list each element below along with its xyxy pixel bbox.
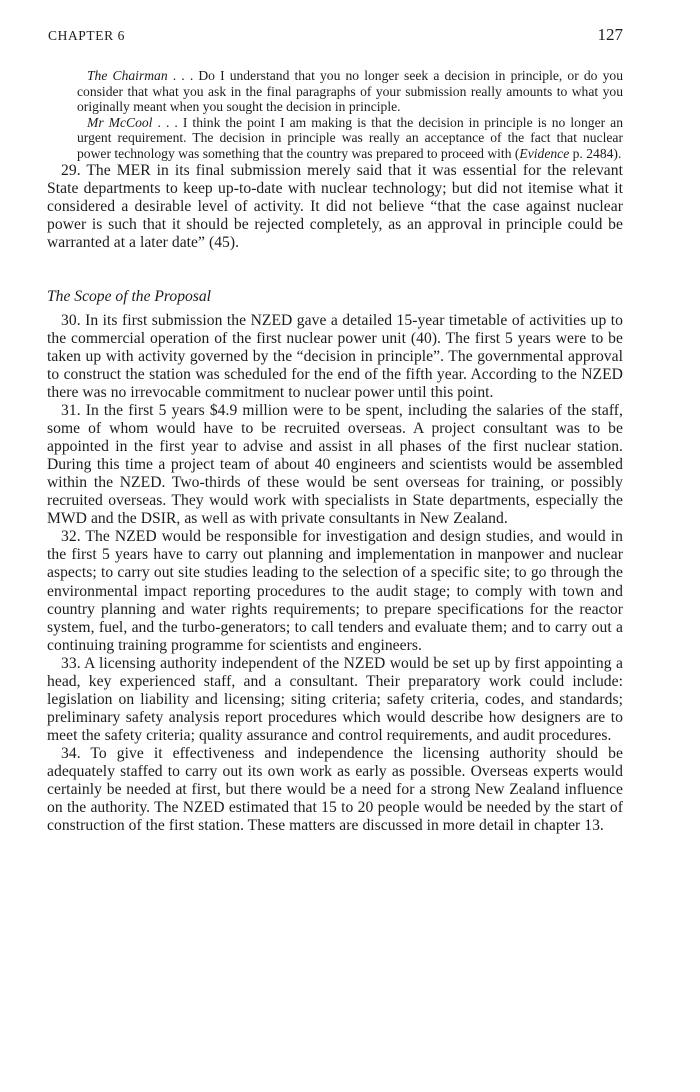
chapter-label: CHAPTER 6 [48,28,126,43]
paragraph-33: 33. A licensing authority independent of the NZED would be set up by first appointing a head, key experienced staff, and a consultant. Their preparatory work could include: legislation on liability and licensing; siting criteria; safety criteria, codes, and standards; preliminary safety analysis report procedures which would describe how designers are to meet the safety criteria; quality assurance and control requirements, and audit procedures. [47,654,623,744]
page-header [48,25,623,48]
evidence-reference: Evidence [519,145,570,161]
quote-text: . . . Do I understand that you no longer seek a decision in principle, or do you consider that what you ask in the final paragraphs of your submission really amounts to what you originally meant when you sought the decision in principle. [77,68,623,115]
quote-speaker: Mr McCool [87,114,153,130]
quote-chairman [77,68,623,115]
section-heading: The Scope of the Proposal [47,287,212,305]
page-body [47,68,623,835]
paragraph-34: 34. To give it effectiveness and independence the licensing authority should be adequately staffed to carry out its own work as early as possible. Overseas experts would certainly be needed at first, but there would be a need for a strong New Zealand influence on the authority. The NZED estimated that 15 to 20 people would be needed by the start of construction of the first station. These matters are discussed in more detail in chapter 13. [47,744,623,835]
paragraph-32: 32. The NZED would be responsible for investigation and design studies, and would in the first 5 years have to carry out planning and implementation in manpower and nuclear aspects; to carry out site studies leading to the selection of a specific site; to go through the environmental impact reporting procedures to the audit stage; to comply with town and country planning and water rights requirements; to prepare specifications for the reactor system, fuel, and the turbo-generators; to call tenders and evaluate them; and to carry out a continuing training programme for scientists and engineers. [47,528,623,654]
paragraph-30: 30. In its first submission the NZED gave a detailed 15-year timetable of activities up to the commercial operation of the first nuclear power unit (40). The first 5 years were to be taken up with activity governed by the “decision in principle”. The governmental approval to construct the station was scheduled for the end of the fifth year. According to the NZED there was no irrevocable commitment to nuclear power until this point. [47,311,623,401]
paragraph-31: 31. In the first 5 years $4.9 million were to be spent, including the salaries of the staff, some of whom would have to be recruited overseas. A project consultant was to be appointed in the first year to advise and assist in all phases of the first nuclear station. During this time a project team of about 40 engineers and scientists would be assembled within the NZED. Two-thirds of these would be sent overseas for training, or possibly recruited overseas. They would work with specialists in State departments, especially the MWD and the DSIR, as well as with private consultants in New Zealand. [47,402,623,528]
paragraph-29: 29. The MER in its final submission merely said that it was essential for the relevant State departments to keep up-to-date with nuclear technology; but did not itemise what it considered a desirable level of activity. It did not believe “that the case against nuclear power is such that it should be rejected completely, as an approval in principle could be warranted at a later date” (45). [47,161,623,251]
quote-speaker: The Chairman [87,68,168,83]
page-number: 127 [597,25,623,44]
quote-text-tail: p. 2484). [569,145,622,161]
quote-text: . . . I think the point I am making is that the decision in principle is no longer an urgent requirement. The decision in principle was really an acceptance of the fact that nuclear power technology was something that the country was prepared to proceed with ( [77,114,624,161]
quote-mccool [77,115,623,162]
